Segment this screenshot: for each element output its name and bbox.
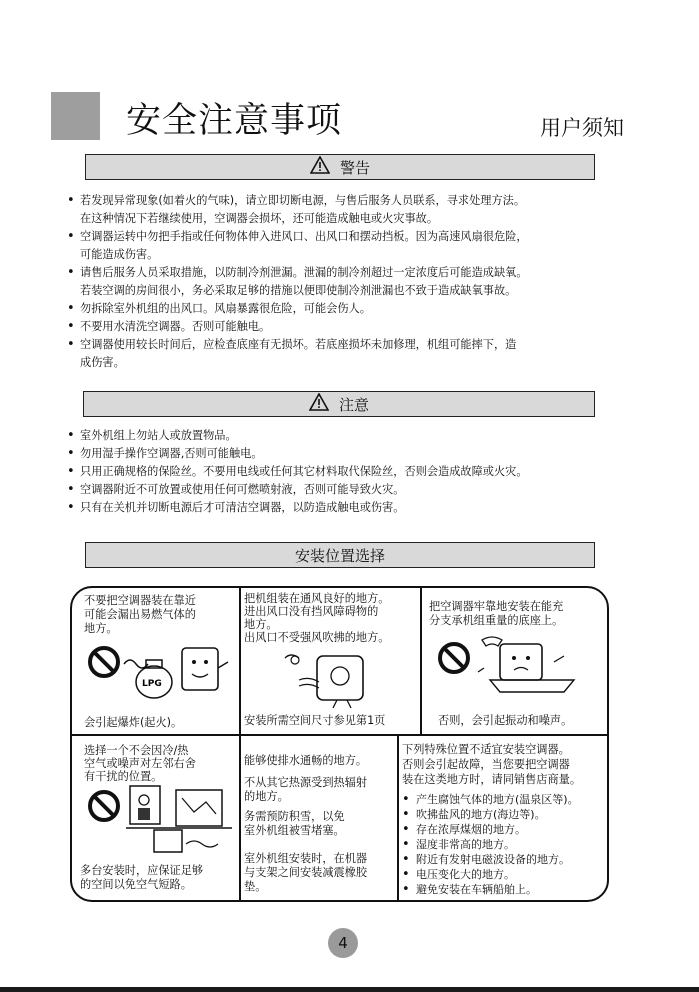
grid-divider	[239, 734, 241, 902]
grid-divider	[397, 734, 399, 902]
lpg-label: LPG	[142, 679, 162, 689]
warning-item: • 勿拆除室外机组的出风口。风扇暴露很危险，可能会伤人。	[67, 300, 637, 318]
caution-item: • 空调器附近不可放置或使用任何可燃喷射液，否则可能导致火灾。	[67, 481, 637, 499]
caution-banner	[83, 391, 595, 417]
warning-label: 警告	[339, 158, 370, 177]
outdoor-unit-illustration	[277, 650, 387, 710]
neighbor-illustration	[86, 784, 236, 858]
cell4-footer: 多台安装时，应保证足够 的空间以免空气短路。	[80, 864, 204, 891]
cell6-item: • 附近有发射电磁波设备的地方。	[402, 852, 579, 867]
cell3-text: 把空调器牢靠地安装在能充 分支承机组重量的底座上。	[429, 600, 564, 627]
cell6-list	[402, 792, 579, 897]
cell5-p3: 务需预防积雪，以免 室外机组被雪堵塞。	[244, 810, 345, 837]
warning-list	[67, 192, 637, 372]
base-illustration	[434, 632, 584, 704]
grid-divider	[72, 734, 609, 736]
warning-item: • 请售后服务人员采取措施，以防制冷剂泄漏。泄漏的制冷剂超过一定浓度后可能造成缺氧。 若装空调的房间很小，务必采取足够的措施以便即使制冷剂泄漏也不致于造成缺氧事故。	[67, 264, 637, 300]
caution-item: • 勿用湿手操作空调器,否则可能触电。	[67, 445, 637, 463]
cell6-item: • 避免安装在车辆船舶上。	[402, 882, 579, 897]
grid-divider	[420, 588, 422, 734]
cell6-item: • 产生腐蚀气体的地方(温泉区等)。	[402, 792, 579, 807]
cell5-p1: 能够使排水通畅的地方。	[244, 754, 368, 767]
cell3-footer: 否则，会引起振动和噪声。	[438, 714, 573, 727]
warning-item: • 若发现异常现象(如着火的气味)，请立即切断电源，与售后服务人员联系，寻求处理方法。 在这种情况下若继续使用，空调器会损坏，还可能造成触电或火灾事故。	[67, 192, 637, 228]
caution-triangle-icon	[309, 393, 329, 415]
cell6-item: • 电压变化大的地方。	[402, 867, 579, 882]
footer-line	[0, 987, 699, 992]
warning-banner	[85, 154, 595, 180]
cell6-item: • 湿度非常高的地方。	[402, 837, 579, 852]
install-banner	[85, 542, 595, 568]
cell1-text: 不要把空调器装在靠近 可能会漏出易燃气体的 地方。	[84, 594, 196, 635]
caution-item: • 只有在关机并切断电源后才可清洁空调器，以防造成触电或伤害。	[67, 499, 637, 517]
cell2-footer: 安装所需空间尺寸参见第1页	[244, 714, 386, 727]
caution-label: 注意	[338, 395, 369, 414]
cell6-item: • 存在浓厚煤烟的地方。	[402, 822, 579, 837]
cell1-footer: 会引起爆炸(起火)。	[84, 716, 183, 729]
cell6-intro: 下列特殊位置不适宜安装空调器。 否则会引起故障，当您要把空调器 装在这类地方时，请同销售店商量。	[402, 743, 582, 786]
grid-divider	[239, 588, 241, 734]
warning-item: • 空调器使用较长时间后，应检查底座有无损坏。若底座损坏未加修理，机组可能摔下，造 成伤害。	[67, 336, 637, 372]
page-number: 4	[328, 928, 358, 958]
warning-item: • 不要用水清洗空调器。否则可能触电。	[67, 318, 637, 336]
warning-item: • 空调器运转中勿把手指或任何物体伸入进风口、出风口和摆动挡板。因为高速风扇很危险， 可能造成伤害。	[67, 228, 637, 264]
caution-list	[67, 427, 637, 517]
caution-item: • 室外机组上勿站人或放置物品。	[67, 427, 637, 445]
cell6-item: • 吹拂盐风的地方(海边等)。	[402, 807, 579, 822]
cell2-text: 把机组装在通风良好的地方。 进出风口没有挡风障碍物的 地方。 出风口不受强风吹拂的地方。	[244, 592, 390, 644]
warning-triangle-icon	[310, 156, 330, 178]
install-grid	[70, 586, 609, 902]
page-title: 安全注意事项	[126, 101, 343, 141]
cell5-p4: 室外机组安装时，在机器 与支架之间安装减震橡胶 垫。	[244, 852, 368, 893]
page-subtitle: 用户须知	[540, 116, 624, 140]
caution-item: • 只用正确规格的保险丝。不要用电线或任何其它材料取代保险丝，否则会造成故障或火灾。	[67, 463, 637, 481]
gas-cylinder-illustration	[84, 638, 234, 704]
cell5-p2: 不从其它热源受到热辐射 的地方。	[244, 776, 368, 803]
header-gray-block	[51, 92, 100, 140]
install-label: 安装位置选择	[294, 546, 385, 565]
cell4-text: 选择一个不会因冷/热 空气或噪声对左邻右舍 有干扰的位置。	[84, 744, 196, 783]
